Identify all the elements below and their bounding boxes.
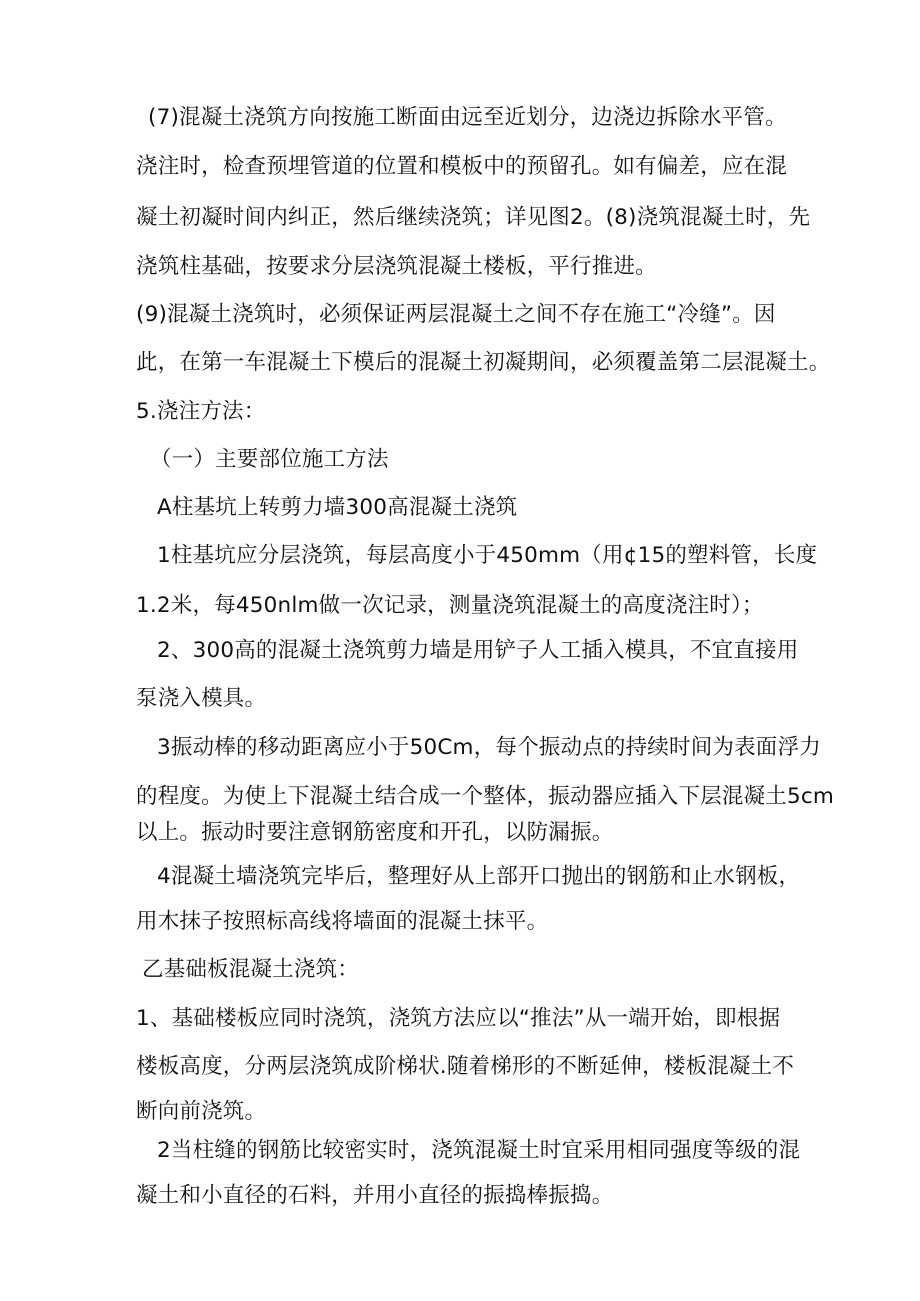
text-line-item-9: (9)混凝土浇筑时，必须保证两层混凝土之间不存在施工“冷缝”。因 (136, 302, 776, 327)
subsection-heading-b: 乙基础板混凝土浇筑： (142, 957, 360, 982)
text-line-slab-2: 2当柱缝的钢筋比较密实时，浇筑混凝土时宜采用相同强度等级的混 (157, 1138, 801, 1163)
text-line-step-2: 2、300高的混凝土浇筑剪力墙是用铲子人工插入模具，不宜直接用 (157, 638, 799, 663)
text-line-slab-1: 1、基础楼板应同时浇筑，浇筑方法应以“推法”从一端开始，即根据 (136, 1006, 781, 1031)
section-heading-pouring-method: 5.浇注方法： (136, 399, 266, 424)
subsection-heading-main-parts: （一）主要部位施工方法 (150, 447, 389, 472)
text-line-slab-1-end: 断向前浇筑。 (136, 1099, 267, 1124)
text-line-slab-1-cont: 楼板高度，分两层浇筑成阶梯状.随着梯形的不断延伸，楼板混凝土不 (136, 1054, 795, 1079)
text-line-step-3: 3振动棒的移动距离应小于50Cm，每个振动点的持续时间为表面浮力 (157, 735, 821, 760)
text-line-slab-2-cont: 凝土和小直径的石料，并用小直径的振捣棒振捣。 (136, 1183, 614, 1208)
text-line-step-2-cont: 泵浇入模具。 (136, 686, 267, 711)
text-line-inspection: 浇注时，检查预埋管道的位置和模板中的预留孔。如有偏差，应在混 (136, 154, 788, 179)
text-line-second-layer: 此，在第一车混凝土下模后的混凝土初凝期间，必须覆盖第二层混凝土。 (136, 350, 831, 375)
text-line-step-4: 4混凝土墙浇筑完毕后，整理好从上部开口抛出的钢筋和止水钢板， (157, 864, 801, 889)
text-line-column-base: 浇筑柱基础，按要求分层浇筑混凝土楼板，平行推进。 (136, 254, 657, 279)
subsection-heading-a: A柱基坑上转剪力墙300高混凝土浇筑 (157, 495, 518, 520)
text-line-step-3-end: 以上。振动时要注意钢筋密度和开孔，以防漏振。 (136, 820, 614, 845)
text-line-step-1: 1柱基坑应分层浇筑，每层高度小于450mm（用¢15的塑料管，长度 (157, 543, 818, 568)
text-line-step-1-cont: 1.2米，每450nlm做一次记录，测量浇筑混凝土的高度浇注时）； (136, 593, 764, 618)
text-line-initial-set: 凝土初凝时间内纠正，然后继续浇筑；详见图2。(8)浇筑混凝土时，先 (136, 205, 811, 230)
text-line-item-7: (7)混凝土浇筑方向按施工断面由远至近划分，边浇边拆除水平管。 (148, 105, 787, 130)
text-line-step-3-cont: 的程度。为使上下混凝土结合成一个整体，振动器应插入下层混凝土5cm (136, 784, 835, 809)
text-line-step-4-cont: 用木抹子按照标高线将墙面的混凝土抹平。 (136, 909, 549, 934)
